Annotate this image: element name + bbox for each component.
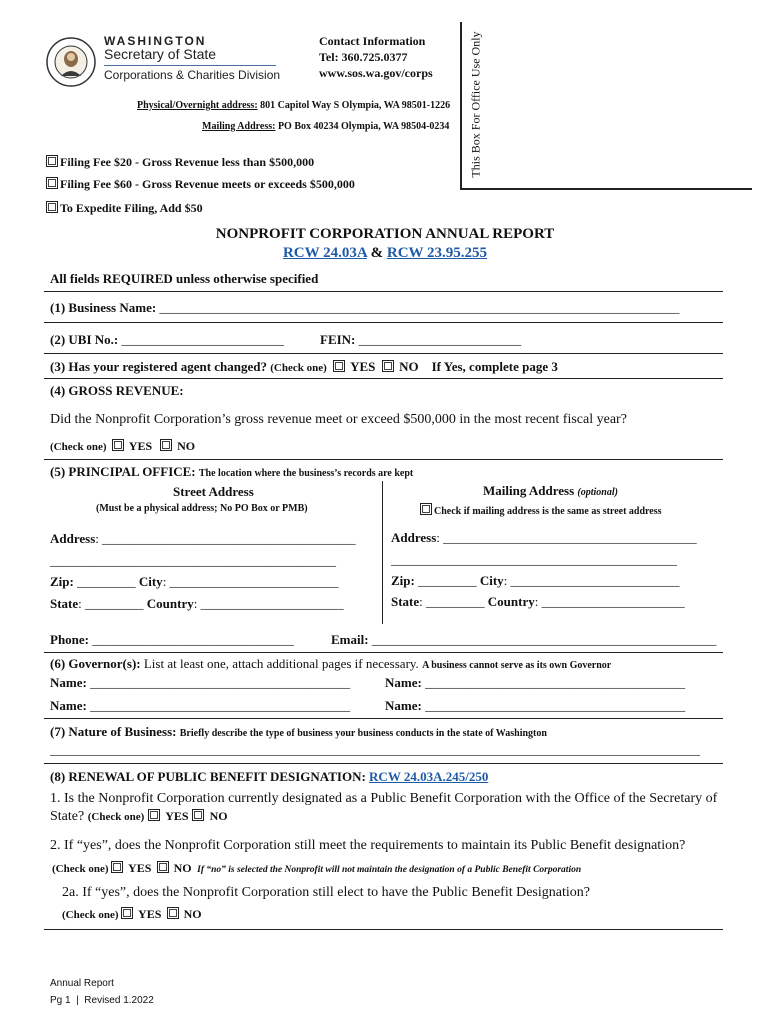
- agent-changed-row: [50, 359, 558, 375]
- agent-changed-label: (3) Has your registered agent changed?: [50, 359, 271, 374]
- q2-yes-label: YES: [128, 861, 152, 875]
- street-city-line[interactable]: : __________________________: [162, 574, 339, 589]
- public-benefit-q1: 1. Is the Nonprofit Corporation currently designated as a Public Benefit Corporation with the Office of the Secretary of: [50, 791, 718, 806]
- checkbox[interactable]: [420, 503, 432, 515]
- phone-label: Phone:: [50, 632, 93, 647]
- mailing-label: Mailing Address:: [202, 121, 276, 132]
- divider: [44, 378, 723, 379]
- mailing-zip-line[interactable]: _________: [418, 573, 480, 588]
- q2-no-label: NO: [173, 861, 192, 875]
- mailing-country-line[interactable]: : ______________________: [534, 594, 685, 609]
- public-benefit-q2a-check: [62, 907, 202, 922]
- business-name-line[interactable]: ________________________________________________________________________________: [159, 300, 680, 315]
- governors-desc: List at least one, attach additional pages if necessary.: [143, 656, 423, 671]
- divider: [44, 353, 723, 354]
- mailing-address-line[interactable]: : _______________________________________: [436, 530, 697, 545]
- gross-check-one: (Check one): [50, 441, 107, 453]
- mailing-city-line[interactable]: : __________________________: [503, 573, 680, 588]
- public-benefit-q2-check: [52, 861, 581, 876]
- same-address-label: Check if mailing address is the same as street address: [434, 506, 662, 517]
- gross-yes-label: YES: [128, 439, 153, 453]
- office-use-label: This Box For Office Use Only: [468, 31, 483, 178]
- mailing-city-label: City: [479, 573, 504, 588]
- principal-office-label: (5) PRINCIPAL OFFICE:: [50, 464, 199, 479]
- mailing-value: PO Box 40234 Olympia, WA 98504-0234: [275, 121, 450, 132]
- footer-page: Pg 1 | Revised 1.2022: [50, 995, 154, 1006]
- gross-no-label: NO: [177, 439, 196, 453]
- divider: [44, 322, 723, 323]
- q1-no-checkbox[interactable]: [192, 809, 204, 821]
- mailing-address-line-2[interactable]: ____________________________________________: [391, 552, 677, 567]
- street-zip-label: Zip:: [50, 574, 78, 589]
- mailing-state-line[interactable]: : _________: [419, 594, 488, 609]
- governor-name-label: Name:: [385, 698, 426, 713]
- rcw-link-2[interactable]: RCW 23.95.255: [386, 245, 488, 261]
- ubi-field[interactable]: [50, 332, 284, 348]
- agent-check-one: (Check one): [270, 362, 327, 374]
- governor-name-label: Name:: [50, 675, 91, 690]
- mailing-country-label: Country: [487, 594, 535, 609]
- optional-label: (optional): [577, 487, 618, 498]
- q2-no-checkbox[interactable]: [157, 861, 169, 873]
- q2-check-one: (Check one): [52, 863, 109, 875]
- street-address-title: Street Address: [173, 484, 254, 499]
- logo-division: Corporations & Charities Division: [104, 68, 281, 82]
- gross-revenue-check: [50, 439, 195, 454]
- q1-state: State?: [50, 809, 85, 824]
- form-rcw: [0, 245, 770, 262]
- rcw-link-1[interactable]: RCW 24.03A: [282, 245, 367, 261]
- ubi-label: (2) UBI No.:: [50, 332, 122, 347]
- fein-line[interactable]: _________________________: [358, 332, 522, 347]
- contact-tel: Tel: 360.725.0377: [319, 50, 408, 64]
- nature-of-business-heading: [50, 724, 547, 740]
- same-address-check[interactable]: [420, 503, 662, 517]
- fein-label: FEIN:: [320, 332, 359, 347]
- logo-secretary: Secretary of State: [104, 46, 217, 62]
- principal-office-desc: The location where the business’s records are kept: [198, 468, 414, 479]
- street-state-label: State: [50, 596, 79, 611]
- fee-expedite[interactable]: [46, 201, 203, 216]
- logo-washington: WASHINGTON: [104, 34, 207, 48]
- mailing-address: [202, 121, 449, 132]
- gross-revenue-question: Did the Nonprofit Corporation’s gross revenue meet or exceed $500,000 in the most recent fiscal year?: [50, 412, 627, 427]
- fee-60-label: Filing Fee $60 - Gross Revenue meets or exceeds $500,000: [60, 177, 355, 191]
- column-divider: [382, 481, 383, 624]
- fee-60[interactable]: [46, 177, 355, 192]
- nature-of-business-line[interactable]: ____________________________________________________________________________________________________: [50, 742, 700, 757]
- governor-name-label: Name:: [385, 675, 426, 690]
- governor-name-2[interactable]: [385, 675, 685, 691]
- q2a-no-label: NO: [183, 907, 202, 921]
- phone-field[interactable]: [50, 632, 294, 648]
- mailing-address-label: Address: [391, 530, 437, 545]
- public-benefit-heading: [50, 769, 488, 785]
- public-benefit-rcw-link[interactable]: RCW 24.03A.245/250: [369, 769, 489, 784]
- mailing-title-text: Mailing Address: [483, 483, 578, 498]
- public-benefit-q2: 2. If “yes”, does the Nonprofit Corporation still meet the requirements to maintain its Public Benefit designation?: [50, 838, 686, 853]
- form-title: NONPROFIT CORPORATION ANNUAL REPORT: [215, 226, 555, 242]
- q2a-yes-checkbox[interactable]: [121, 907, 133, 919]
- street-city-label: City: [138, 574, 163, 589]
- street-zip-line[interactable]: _________: [77, 574, 139, 589]
- street-zip-city: [50, 574, 339, 590]
- divider: [44, 929, 723, 930]
- street-address-line[interactable]: : _______________________________________: [95, 531, 356, 546]
- physical-address: [137, 100, 450, 111]
- governors-label: (6) Governor(s):: [50, 656, 144, 671]
- required-note: All fields REQUIRED unless otherwise specified: [50, 271, 319, 286]
- divider: [44, 763, 723, 764]
- agent-no-checkbox[interactable]: [382, 360, 394, 372]
- street-address-note: (Must be a physical address; No PO Box or PMB): [96, 503, 308, 514]
- q2a-check-one: (Check one): [62, 909, 119, 921]
- checkbox[interactable]: [46, 177, 58, 189]
- q2-note: If “no” is selected the Nonprofit will not maintain the designation of a Public Benefit Corporation: [197, 865, 582, 875]
- governor-name-line[interactable]: ________________________________________: [425, 698, 686, 713]
- q1-yes-label: YES: [165, 809, 189, 823]
- public-benefit-q2a: 2a. If “yes”, does the Nonprofit Corporation still elect to have the Public Benefit Designation?: [62, 885, 590, 900]
- street-state-line[interactable]: : _________: [78, 596, 147, 611]
- agent-no-label: NO: [399, 359, 419, 374]
- public-benefit-label: (8) RENEWAL OF PUBLIC BENEFIT DESIGNATION:: [50, 769, 370, 784]
- governor-name-line[interactable]: ________________________________________: [90, 698, 351, 713]
- gross-no-checkbox[interactable]: [160, 439, 172, 451]
- street-address-label: Address: [50, 531, 96, 546]
- business-name-field[interactable]: [50, 300, 722, 316]
- physical-value: 801 Capitol Way S Olympia, WA 98501-1226: [257, 100, 451, 111]
- amp: &: [366, 245, 387, 261]
- q1-no-label: NO: [209, 809, 228, 823]
- agent-note: If Yes, complete page 3: [431, 359, 558, 374]
- fee-expedite-label: To Expedite Filing, Add $50: [60, 201, 203, 215]
- governor-name-label: Name:: [50, 698, 91, 713]
- contact-web[interactable]: www.sos.wa.gov/corps: [319, 66, 433, 80]
- agent-yes-label: YES: [350, 359, 376, 374]
- fee-20[interactable]: [46, 155, 314, 170]
- governor-name-line[interactable]: ________________________________________: [425, 675, 686, 690]
- business-name-label: (1) Business Name:: [50, 300, 160, 315]
- divider: [44, 652, 723, 653]
- governor-name-3[interactable]: [50, 698, 350, 714]
- footer-title: Annual Report: [50, 978, 114, 989]
- governors-heading: [50, 656, 611, 672]
- q1-yes-checkbox[interactable]: [148, 809, 160, 821]
- email-line[interactable]: _____________________________________________________: [371, 632, 717, 647]
- phone-line[interactable]: _______________________________: [92, 632, 294, 647]
- physical-label: Physical/Overnight address:: [137, 100, 258, 111]
- divider: [44, 291, 723, 292]
- street-country-line[interactable]: : ______________________: [193, 596, 344, 611]
- email-field[interactable]: [331, 632, 716, 648]
- q2-yes-checkbox[interactable]: [111, 861, 123, 873]
- fein-field[interactable]: [320, 332, 521, 348]
- agent-yes-checkbox[interactable]: [333, 360, 345, 372]
- state-seal-icon: [45, 36, 97, 88]
- contact-title: Contact Information: [319, 34, 426, 48]
- public-benefit-q1-line2: [50, 809, 228, 825]
- fee-20-label: Filing Fee $20 - Gross Revenue less than $500,000: [60, 155, 315, 169]
- gross-revenue-heading: (4) GROSS REVENUE:: [50, 383, 184, 398]
- governor-name-line[interactable]: ________________________________________: [90, 675, 351, 690]
- q2a-no-checkbox[interactable]: [167, 907, 179, 919]
- ubi-line[interactable]: _________________________: [121, 332, 284, 347]
- governor-name-1[interactable]: [50, 675, 350, 691]
- checkbox[interactable]: [46, 201, 58, 213]
- checkbox[interactable]: [46, 155, 58, 167]
- principal-office-heading: [50, 464, 413, 480]
- mailing-address-field[interactable]: [391, 530, 697, 546]
- email-label: Email:: [331, 632, 372, 647]
- mailing-address-title: [483, 483, 618, 499]
- gross-yes-checkbox[interactable]: [112, 439, 124, 451]
- mailing-state-country: [391, 594, 685, 610]
- street-address-field[interactable]: [50, 531, 356, 547]
- mailing-state-label: State: [391, 594, 420, 609]
- divider: [44, 459, 723, 460]
- office-use-box: [460, 22, 752, 190]
- mailing-zip-label: Zip:: [391, 573, 419, 588]
- q2a-yes-label: YES: [138, 907, 162, 921]
- nature-desc: Briefly describe the type of business your business conducts in the state of Washington: [179, 728, 547, 739]
- q1-check-one: (Check one): [87, 811, 145, 823]
- street-address-line-2[interactable]: ____________________________________________: [50, 553, 336, 568]
- mailing-zip-city: [391, 573, 680, 589]
- divider: [44, 718, 723, 719]
- governors-note: A business cannot serve as its own Governor: [422, 660, 612, 671]
- nature-label: (7) Nature of Business:: [50, 724, 180, 739]
- street-country-label: Country: [146, 596, 194, 611]
- governor-name-4[interactable]: [385, 698, 685, 714]
- street-state-country: [50, 596, 344, 612]
- logo-rule: [104, 65, 276, 66]
